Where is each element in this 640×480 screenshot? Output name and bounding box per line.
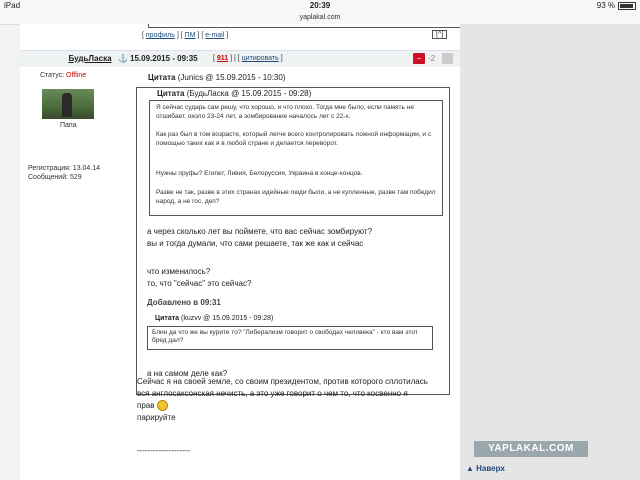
quote-header: Цитата (Junics @ 15.09.2015 - 10:30) — [148, 73, 286, 82]
quote-reply-line: то, что "сейчас" это сейчас? — [147, 279, 252, 288]
nested-quote-text-2: Как раз был в том возрасте, который легче всего контролировать ложной информации, и с помощью таких как я в любой стране и делается переворот. — [156, 131, 432, 147]
email-link[interactable]: e-mail — [205, 32, 225, 39]
battery-icon — [618, 2, 636, 10]
rate-minus-button[interactable]: − — [413, 53, 425, 64]
pm-link[interactable]: ПМ — [184, 32, 196, 39]
quote-reply-line: а через сколько лет вы поймете, что вас сейчас зомбируют? — [147, 227, 373, 236]
anchor-icon[interactable]: ⚓ — [118, 54, 128, 63]
battery-indicator — [597, 0, 636, 12]
post-body-line: вся англосаксонская нечисть, а это уже говорит о чем то, что косвенно я — [137, 389, 408, 398]
site-logo[interactable]: YAPLAKAL.COM — [474, 441, 588, 457]
post-body-line: прав — [137, 400, 460, 412]
quote-link[interactable]: цитировать — [241, 55, 279, 62]
post-body-line: Сейчас я на своей земле, со своим президентом, против которого сплотилась — [137, 377, 428, 386]
nested-quote-text-4: Разве не так, разве в этих странах идейные люди были, а не купленные, разве там победил народ, а не гос. деп? — [156, 189, 436, 205]
nested-quote-text-3: Нужны пруфы? Египет, Ливия, Белоруссия, Украина в конце-концов. — [156, 170, 363, 177]
user-stats — [28, 164, 100, 182]
address-bar[interactable]: yaplakal.com — [0, 12, 640, 25]
device-label: iPad — [4, 1, 21, 10]
quote-reply-line: а на самом деле как? — [147, 369, 228, 378]
smile-icon — [157, 400, 168, 411]
quote-reply-line: вы и тогда думали, что сами решаете, так же как и сейчас — [147, 239, 364, 248]
sidebar — [460, 24, 640, 480]
post-links: [ 911 ] | [ цитировать ] — [213, 55, 283, 62]
post-body — [137, 376, 460, 424]
previous-quote-box — [148, 24, 460, 28]
forum-page: [ профиль ] [ ПМ ] [ e-mail ] [^] БудьЛаска ⚓ 15.09.2015 - 09:35 [ 911 ] | [ цитировать ] − -2 Статус: Offline Папа Регистрация: 13.04.14 Сообщений: 529 Цитата (Junics @ 15.09.2015 - 10:30) Цитата (БудьЛаска @ 15.09.2015 - 09:28) Я сейчас сударь сам решу, что хорошо, и что плохо. Тогда мне было, если память не отшибает, около 23-24 лет, а зомбирование началось лет с 22-х. Как раз был в том возрасте, который легче всего контролировать ложной информации, и с помощью таких как я в любой стране и делается переворот. Нужны пруфы? Египет, Ливия, Белоруссия, Украина в конце-концов. Разве не так, разве в этих странах идейные люди были, а не купленные, разве там победил народ, а не гос. деп? а через сколько лет вы поймете, что вас сейчас зомбируют? вы и тогда думали, что сами решаете, так же как и сейчас что изменилось? то, что "сейчас" это сейчас? Добавлено в 09:31 Цитата (kuzvv @ 15.09.2015 - 09:28) Блин да что же вы курите то? "Либерализм говорит о свободах человека" - кто вам этот бред дал? а на самом деле как? Сейчас я на своей земле, со своим президентом, против которого сплотилась вся англосаксонская нечисть, а это уже говорит о чем то, что косвенно я прав парируйте -------------------- — [20, 24, 460, 480]
post-header — [20, 50, 460, 67]
battery-percent: 93 % — [596, 1, 615, 10]
profile-link[interactable]: профиль — [145, 32, 175, 39]
post-username[interactable]: БудьЛаска — [68, 54, 112, 63]
post-body-line: парируйте — [137, 413, 176, 422]
rate-plus-button[interactable] — [442, 53, 453, 64]
ios-status-bar — [0, 0, 640, 12]
registration-date: Регистрация: 13.04.14 — [28, 165, 101, 172]
message-count: Сообщений: 529 — [28, 174, 82, 181]
quote-block-outer — [136, 87, 450, 395]
nested-quote-text-1: Я сейчас сударь сам решу, что хорошо, и что плохо. Тогда мне было, если память не отшибает, около 23-24 лет, а зомбирование началось лет с 22-х. — [156, 104, 414, 120]
post-date: 15.09.2015 - 09:35 — [130, 54, 198, 63]
scroll-up-button[interactable]: [^] — [432, 30, 447, 39]
nested-quote-block — [149, 100, 443, 216]
nested-quote-header: Цитата (БудьЛаска @ 15.09.2015 - 09:28) — [157, 89, 312, 98]
inner-quote-block — [147, 326, 433, 350]
scroll-top-link[interactable]: ▲ Наверх — [466, 464, 505, 473]
clock: 20:39 — [309, 1, 331, 10]
added-at-label: Добавлено в 09:31 — [147, 298, 221, 307]
avatar[interactable] — [42, 89, 94, 119]
quote-reply-line: что изменилось? — [147, 267, 211, 276]
user-status: Статус: Offline — [40, 72, 87, 79]
inner-quote-header: Цитата (kuzvv @ 15.09.2015 - 09:28) — [155, 315, 274, 322]
user-title: Папа — [60, 122, 77, 129]
post-rating: -2 — [428, 54, 436, 63]
signature-divider: -------------------- — [137, 446, 191, 455]
inner-quote-text: Блин да что же вы курите то? "Либерализм говорит о свободах человека" - кто вам этот бред дал? — [152, 329, 418, 344]
post-number-link[interactable]: 911 — [216, 55, 229, 62]
